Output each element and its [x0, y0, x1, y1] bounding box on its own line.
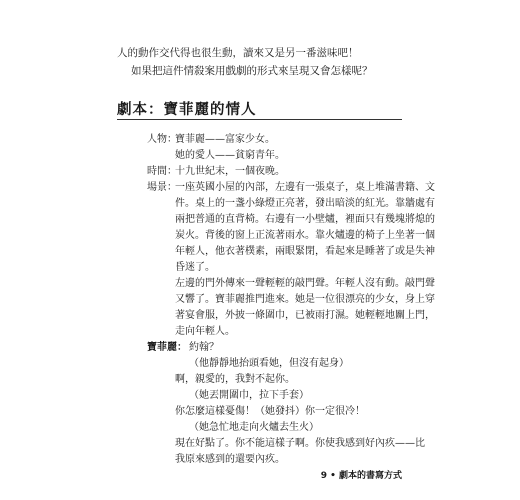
stage-direction: （她丟開圍巾，拉下手套） [189, 390, 309, 401]
time-label: 時間： [147, 166, 177, 177]
scene-line: 兩把普通的直背椅。右邊有一小壁爐，裡面只有幾塊將熄的 [175, 214, 435, 225]
action-line: 左邊的門外傳來一聲輕輕的敲門聲。年輕人沒有動。敲門聲 [175, 278, 435, 289]
speaker-label: 寶菲麗： [147, 342, 187, 353]
scene-line: 件。桌上的一盞小綠燈正亮著，發出暗淡的紅光。靠牆處有 [175, 198, 435, 209]
intro-line-2: 如果把這件情殺案用戲劇的形式來呈現又會怎樣呢？ [131, 65, 373, 77]
page-footer: 9 • 劇本的書寫方式 [320, 471, 402, 481]
action-line: 又響了。寶菲麗推門進來。她是一位很漂亮的少女，身上穿 [175, 294, 435, 305]
heading-divider [117, 119, 402, 120]
stage-direction: （他靜靜地抬頭看她，但沒有起身） [189, 358, 349, 369]
scene-line: 一座英國小屋的內部，左邊有一張桌子，桌上堆滿書籍、文 [175, 182, 435, 193]
action-line: 走向年輕人。 [175, 326, 235, 337]
intro-line-1: 人的動作交代得也很生動，讀來又是另一番滋味吧！ [117, 47, 359, 59]
script-heading: 劇本：寶菲麗的情人 [117, 101, 257, 118]
action-line: 著宴會服，外披一條圍巾，已被雨打濕。她輕輕地關上門， [175, 310, 435, 321]
scene-label: 場景： [147, 182, 177, 193]
cast-line-1: 寶菲麗——富家少女。 [175, 134, 275, 145]
dialogue-line: 啊，親愛的，我對不起你。 [175, 374, 295, 385]
cast-label: 人物： [147, 134, 177, 145]
scene-line: 昏迷了。 [175, 262, 215, 273]
dialogue-line: 你怎麼這樣憂傷！（她發抖）你一定很冷！ [175, 406, 365, 417]
scene-line: 年輕人，他衣著樸素，兩眼緊閉，看起來是睡著了或是失神 [175, 246, 435, 257]
stage-direction: （她急忙地走向火爐去生火） [189, 422, 319, 433]
scene-line: 炭火。背後的窗上正流著雨水。靠火爐邊的椅子上坐著一個 [175, 230, 435, 241]
dialogue-line: 我原來感到的還要內疚。 [175, 454, 285, 465]
dialogue-line: 約翰？ [189, 342, 219, 353]
cast-line-2: 她的愛人——貧窮青年。 [175, 150, 285, 161]
dialogue-line: 現在好點了。你不能這樣子啊。你使我感到好內疚——比 [175, 438, 425, 449]
time-text: 十九世紀末，一個夜晚。 [175, 166, 285, 177]
